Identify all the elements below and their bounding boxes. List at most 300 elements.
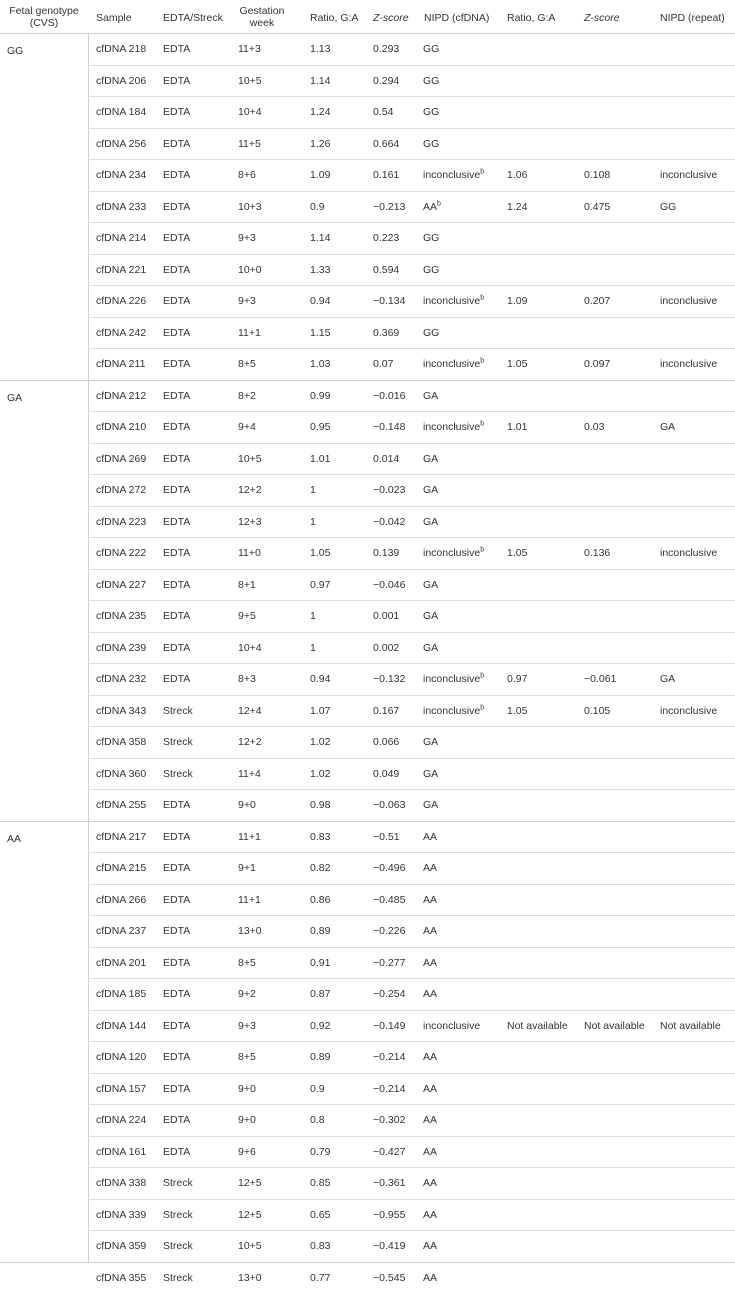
table-row [88, 915, 735, 947]
cell-sample-text: cfDNA 237 [96, 925, 146, 937]
cell-nipd-text: AA [423, 201, 437, 213]
cell-nipd-text: GA [423, 768, 438, 780]
cell-nipd-text: AA [423, 862, 437, 874]
cell-ratio2-text: 1.05 [507, 705, 527, 717]
cell-tube-text: EDTA [163, 831, 190, 843]
cell-tube [163, 1051, 190, 1063]
cell-sample [96, 1020, 146, 1032]
cell-sample [96, 358, 145, 370]
cell-nipd-text: GG [423, 264, 439, 276]
cell-tube-text: EDTA [163, 1083, 190, 1095]
cell-sample [96, 957, 146, 969]
cell-nipd [423, 232, 439, 244]
cell-tube [163, 1083, 190, 1095]
cell-z [373, 138, 399, 150]
cell-ratio [310, 610, 316, 622]
cell-z-text: 0.369 [373, 327, 399, 339]
cell-z-text: −0.955 [373, 1209, 405, 1221]
cell-sample [96, 1114, 146, 1126]
cell-tube-text: EDTA [163, 1146, 190, 1158]
footnote-marker: b [480, 704, 484, 711]
cell-sample-text: cfDNA 358 [96, 736, 146, 748]
cell-ratio-text: 0.92 [310, 1020, 330, 1032]
table-row [88, 506, 735, 538]
cell-ratio-text: 0.82 [310, 862, 330, 874]
cell-tube-text: EDTA [163, 1114, 190, 1126]
cell-z [373, 988, 405, 1000]
cell-z-text: 0.014 [373, 453, 399, 465]
table-row [88, 789, 735, 821]
cell-ratio-text: 0.83 [310, 1240, 330, 1252]
cell-nipd-text: inconclusive [423, 169, 480, 181]
cell-z [373, 295, 405, 307]
cell-z [373, 705, 399, 717]
cell-ratio [310, 957, 330, 969]
cell-nipd [423, 547, 484, 559]
cell-sample-text: cfDNA 224 [96, 1114, 146, 1126]
cell-week [238, 1114, 256, 1126]
table-row [88, 254, 735, 286]
cell-ratio [310, 295, 330, 307]
cell-z2-text: 0.136 [584, 547, 610, 559]
cell-week [238, 642, 262, 654]
cell-sample [96, 862, 146, 874]
cell-ratio [310, 1020, 330, 1032]
cell-nipd-text: GA [423, 610, 438, 622]
cell-sample [96, 579, 146, 591]
cell-sample-text: cfDNA 255 [96, 799, 146, 811]
cell-sample-text: cfDNA 206 [96, 75, 146, 87]
cell-ratio2-text: 1.05 [507, 547, 527, 559]
cell-week-text: 11+1 [238, 894, 261, 906]
cell-tube-text: EDTA [163, 610, 190, 622]
cell-tube-text: EDTA [163, 1020, 190, 1032]
cell-sample [96, 705, 146, 717]
cell-tube [163, 957, 190, 969]
cell-sample-text: cfDNA 239 [96, 642, 146, 654]
cell-week [238, 1240, 262, 1252]
header-z-score: Z-score [373, 12, 409, 24]
cell-week-text: 9+3 [238, 295, 256, 307]
cell-week [238, 1083, 256, 1095]
cell-week [238, 988, 256, 1000]
cell-week-text: 11+0 [238, 547, 261, 559]
cell-nipd-text: GA [423, 453, 438, 465]
cell-sample-text: cfDNA 218 [96, 43, 146, 55]
cell-z-text: −0.496 [373, 862, 405, 874]
cell-ratio2 [507, 1020, 568, 1032]
cell-nipd [423, 925, 437, 937]
table-row [88, 128, 735, 160]
cell-week-text: 10+4 [238, 106, 262, 118]
cell-tube-text: Streck [163, 1272, 193, 1284]
cell-z-text: 0.54 [373, 106, 393, 118]
cell-nipd2-text: inconclusive [660, 358, 717, 370]
cell-ratio2 [507, 358, 527, 370]
cell-tube [163, 579, 190, 591]
cell-ratio [310, 75, 330, 87]
cell-week-text: 9+3 [238, 1020, 256, 1032]
cell-nipd-text: GA [423, 579, 438, 591]
cell-z [373, 1272, 405, 1284]
cell-z2-text: 0.108 [584, 169, 610, 181]
cell-ratio2-text: 1.24 [507, 201, 527, 213]
cell-sample [96, 547, 146, 559]
table-row [88, 852, 735, 884]
cell-week [238, 1146, 256, 1158]
cell-week [238, 232, 256, 244]
cell-tube-text: EDTA [163, 138, 190, 150]
cell-z [373, 831, 400, 843]
cell-tube [163, 264, 190, 276]
cell-week-text: 9+6 [238, 1146, 256, 1158]
cell-nipd [423, 1020, 480, 1032]
cell-sample [96, 610, 146, 622]
cell-tube [163, 862, 190, 874]
cell-nipd [423, 988, 437, 1000]
cell-tube-text: EDTA [163, 642, 190, 654]
cell-ratio-text: 0.77 [310, 1272, 330, 1284]
cell-tube-text: EDTA [163, 988, 190, 1000]
cell-nipd-text: AA [423, 1051, 437, 1063]
cell-ratio [310, 831, 330, 843]
cell-nipd2-text: inconclusive [660, 295, 717, 307]
cell-sample [96, 642, 146, 654]
cell-sample-text: cfDNA 221 [96, 264, 146, 276]
cell-tube [163, 106, 190, 118]
header-sample: Sample [96, 12, 132, 24]
cell-ratio [310, 516, 316, 528]
table-row [88, 222, 735, 254]
cell-week-text: 9+1 [238, 862, 256, 874]
cell-sample [96, 894, 146, 906]
cell-nipd-text: AA [423, 1114, 437, 1126]
table-row [88, 600, 735, 632]
cell-tube-text: EDTA [163, 516, 190, 528]
cell-z-text: −0.213 [373, 201, 405, 213]
cell-sample [96, 1051, 146, 1063]
cell-sample-text: cfDNA 211 [96, 358, 145, 370]
cell-sample [96, 390, 146, 402]
cell-ratio2-text: 1.09 [507, 295, 527, 307]
cell-nipd [423, 106, 439, 118]
cell-z [373, 957, 405, 969]
cell-nipd-text: AA [423, 1177, 437, 1189]
cell-nipd-text: GA [423, 516, 438, 528]
header-gestation-week [232, 5, 292, 29]
cell-ratio [310, 925, 330, 937]
cell-sample [96, 75, 146, 87]
table-row [88, 695, 735, 727]
table-row [88, 443, 735, 475]
cell-ratio2-text: Not available [507, 1020, 568, 1032]
cell-nipd2 [660, 201, 676, 213]
cell-z [373, 1209, 405, 1221]
cell-sample-text: cfDNA 185 [96, 988, 146, 1000]
genotype-group [0, 33, 735, 380]
cell-z [373, 673, 405, 685]
cell-z [373, 484, 405, 496]
cell-week-text: 9+0 [238, 1083, 256, 1095]
cell-tube [163, 43, 190, 55]
cell-ratio [310, 390, 330, 402]
cell-z2 [584, 705, 610, 717]
cell-ratio-text: 1 [310, 516, 316, 528]
cell-ratio2-text: 1.06 [507, 169, 527, 181]
footnote-marker: b [480, 169, 484, 176]
cell-z2-text: 0.097 [584, 358, 610, 370]
cell-tube-text: EDTA [163, 43, 190, 55]
header-tube: EDTA/Streck [163, 12, 223, 24]
cell-z-text: −0.042 [373, 516, 405, 528]
cell-sample-text: cfDNA 234 [96, 169, 146, 181]
cell-tube [163, 642, 190, 654]
cell-nipd2-text: inconclusive [660, 169, 717, 181]
cell-nipd [423, 705, 484, 717]
cell-week-text: 8+5 [238, 358, 256, 370]
cell-week-text: 8+3 [238, 673, 256, 685]
cell-z [373, 1240, 405, 1252]
cell-z-text: −0.214 [373, 1051, 405, 1063]
cell-week-text: 12+2 [238, 736, 262, 748]
cell-sample-text: cfDNA 256 [96, 138, 146, 150]
cell-week-text: 12+3 [238, 516, 262, 528]
cell-sample-text: cfDNA 272 [96, 484, 146, 496]
cell-sample-text: cfDNA 217 [96, 831, 146, 843]
cell-ratio [310, 1272, 330, 1284]
cell-sample [96, 1209, 146, 1221]
cell-week-text: 12+2 [238, 484, 262, 496]
cell-week [238, 264, 262, 276]
cell-z-text: 0.07 [373, 358, 393, 370]
cell-week [238, 327, 261, 339]
cell-nipd [423, 421, 484, 433]
cell-z-text: −0.427 [373, 1146, 405, 1158]
cell-week-text: 9+2 [238, 988, 256, 1000]
cell-z [373, 736, 399, 748]
cell-nipd-text: AA [423, 1209, 437, 1221]
cell-ratio-text: 0.83 [310, 831, 330, 843]
table-bottom-rule [0, 1262, 735, 1263]
table-row [88, 884, 735, 916]
cell-nipd-text: GA [423, 799, 438, 811]
cell-week [238, 925, 262, 937]
cell-z2-text: Not available [584, 1020, 645, 1032]
cell-ratio [310, 705, 330, 717]
cell-tube-text: Streck [163, 768, 193, 780]
header-ratio-repeat: Ratio, G:A [507, 12, 555, 24]
cell-z-text: −0.214 [373, 1083, 405, 1095]
cell-nipd2-text: inconclusive [660, 547, 717, 559]
cell-nipd-text: AA [423, 988, 437, 1000]
cell-week-text: 8+1 [238, 579, 256, 591]
cell-z-text: 0.293 [373, 43, 399, 55]
cell-ratio [310, 673, 330, 685]
cell-tube [163, 547, 190, 559]
cell-ratio-text: 0.85 [310, 1177, 330, 1189]
cell-week-text: 10+5 [238, 1240, 262, 1252]
cell-ratio [310, 547, 330, 559]
cell-ratio [310, 484, 316, 496]
cell-tube-text: EDTA [163, 358, 190, 370]
cell-tube [163, 925, 190, 937]
cell-week [238, 894, 261, 906]
cell-nipd [423, 1114, 437, 1126]
cell-week-text: 9+0 [238, 799, 256, 811]
cell-ratio-text: 1.15 [310, 327, 330, 339]
genotype-group [0, 821, 735, 1293]
cell-nipd [423, 1177, 437, 1189]
cell-sample [96, 736, 146, 748]
table-row [88, 1199, 735, 1231]
header-z-score-repeat: Z-score [584, 12, 620, 24]
cell-nipd [423, 831, 437, 843]
cell-week-text: 11+1 [238, 831, 261, 843]
header-fetal-genotype [0, 5, 88, 29]
cell-z-text: 0.294 [373, 75, 399, 87]
cell-week [238, 1272, 262, 1284]
cell-ratio [310, 1114, 325, 1126]
cell-nipd [423, 295, 484, 307]
cell-tube-text: Streck [163, 736, 193, 748]
cell-sample-text: cfDNA 343 [96, 705, 146, 717]
cell-ratio-text: 1.05 [310, 547, 330, 559]
cell-ratio [310, 201, 325, 213]
cell-tube-text: EDTA [163, 579, 190, 591]
cell-week-text: 9+0 [238, 1114, 256, 1126]
table-header [0, 0, 735, 33]
cell-z-text: −0.148 [373, 421, 405, 433]
cell-week-text: 8+6 [238, 169, 256, 181]
header-nipd-repeat: NIPD (repeat) [660, 12, 725, 24]
cell-tube-text: EDTA [163, 453, 190, 465]
cell-z-text: −0.134 [373, 295, 405, 307]
cell-ratio2 [507, 295, 527, 307]
cell-tube [163, 705, 193, 717]
cell-ratio [310, 1051, 330, 1063]
cell-ratio-text: 0.86 [310, 894, 330, 906]
cell-week-text: 10+4 [238, 642, 262, 654]
cell-ratio-text: 1.14 [310, 75, 330, 87]
cell-sample-text: cfDNA 161 [96, 1146, 146, 1158]
cell-week-text: 12+5 [238, 1209, 262, 1221]
cell-sample-text: cfDNA 120 [96, 1051, 146, 1063]
cell-ratio [310, 43, 330, 55]
cell-tube [163, 988, 190, 1000]
cell-nipd [423, 484, 438, 496]
cell-ratio-text: 0.89 [310, 925, 330, 937]
cell-week [238, 1051, 256, 1063]
cell-nipd-text: GA [423, 736, 438, 748]
cell-week-text: 11+3 [238, 43, 261, 55]
cell-z [373, 894, 405, 906]
table-row [88, 1041, 735, 1073]
cell-z-text: 0.049 [373, 768, 399, 780]
cell-sample [96, 327, 146, 339]
cell-sample-text: cfDNA 144 [96, 1020, 146, 1032]
cell-nipd [423, 138, 439, 150]
cell-nipd2 [660, 421, 675, 433]
cell-z-text: −0.132 [373, 673, 405, 685]
cell-tube-text: EDTA [163, 232, 190, 244]
cell-z [373, 106, 393, 118]
cell-tube [163, 169, 190, 181]
cell-ratio [310, 1209, 330, 1221]
cell-tube [163, 1177, 193, 1189]
table-row [88, 978, 735, 1010]
cell-sample [96, 169, 146, 181]
cell-sample [96, 138, 146, 150]
cell-ratio [310, 1177, 330, 1189]
cell-week-text: 12+5 [238, 1177, 262, 1189]
cell-sample [96, 925, 146, 937]
cell-z2 [584, 295, 610, 307]
cell-tube [163, 736, 193, 748]
cell-week [238, 768, 261, 780]
table-row [88, 632, 735, 664]
cell-ratio-text: 1.02 [310, 736, 330, 748]
cell-ratio-text: 0.94 [310, 295, 330, 307]
table-row [88, 348, 735, 380]
cell-nipd [423, 642, 438, 654]
cell-z-text: 0.066 [373, 736, 399, 748]
cell-sample-text: cfDNA 223 [96, 516, 146, 528]
cell-z2-text: 0.207 [584, 295, 610, 307]
cell-z [373, 1177, 405, 1189]
cell-sample [96, 43, 146, 55]
cell-z [373, 1083, 405, 1095]
cell-ratio [310, 169, 330, 181]
cell-nipd [423, 579, 438, 591]
cell-nipd2 [660, 169, 717, 181]
cell-nipd [423, 169, 484, 181]
cell-z [373, 421, 405, 433]
cell-tube-text: EDTA [163, 547, 190, 559]
cell-nipd-text: inconclusive [423, 1020, 480, 1032]
cell-ratio [310, 1240, 330, 1252]
cell-ratio [310, 138, 330, 150]
cell-z2 [584, 358, 610, 370]
cell-week [238, 390, 256, 402]
cell-week [238, 610, 256, 622]
cell-sample-text: cfDNA 242 [96, 327, 146, 339]
genotype-group [0, 380, 735, 821]
cell-week [238, 799, 256, 811]
cell-nipd [423, 1051, 437, 1063]
genotype-label: AA [7, 833, 21, 845]
cell-ratio [310, 642, 316, 654]
cell-nipd2 [660, 295, 717, 307]
cell-sample-text: cfDNA 184 [96, 106, 146, 118]
cell-tube [163, 831, 190, 843]
cell-z-text: −0.545 [373, 1272, 405, 1284]
cell-week-text: 9+4 [238, 421, 256, 433]
cell-ratio2 [507, 421, 527, 433]
cell-tube-text: EDTA [163, 1051, 190, 1063]
cell-sample-text: cfDNA 269 [96, 453, 146, 465]
cell-nipd-text: inconclusive [423, 421, 480, 433]
cell-nipd [423, 43, 439, 55]
cell-z-text: −0.023 [373, 484, 405, 496]
cell-ratio-text: 0.95 [310, 421, 330, 433]
cell-ratio-text: 1 [310, 484, 316, 496]
table-row [88, 1104, 735, 1136]
cell-ratio-text: 1.01 [310, 453, 330, 465]
cell-sample [96, 295, 146, 307]
cell-z [373, 799, 405, 811]
cell-nipd2-text: GG [660, 201, 676, 213]
table-row [88, 1167, 735, 1199]
